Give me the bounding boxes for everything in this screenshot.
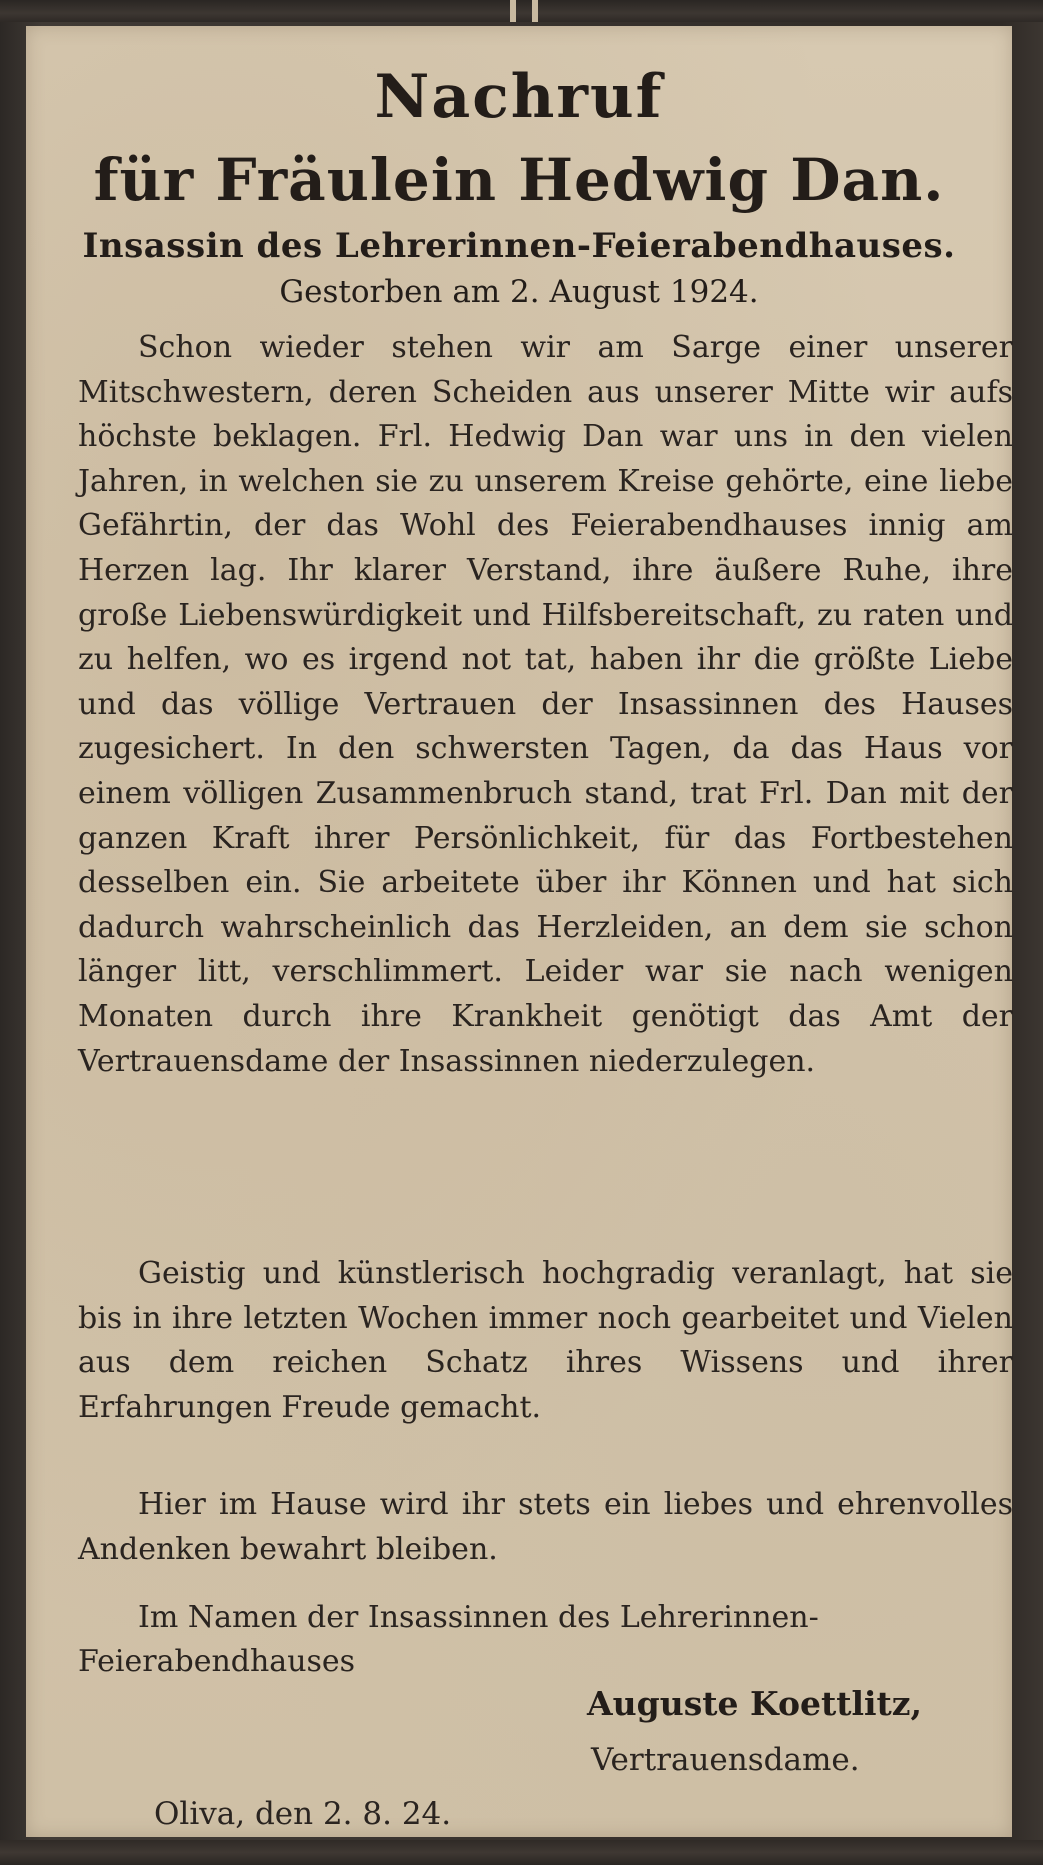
border-gap [510, 0, 516, 22]
obituary-paragraph: Hier im Hause wird ihr stets ein liebes und ehrenvolles Andenken bewahrt bleiben. [78, 1487, 1013, 1567]
signer-role: Vertrauensdame. [591, 1742, 860, 1778]
border-gap [532, 0, 538, 22]
obituary-paragraph: Schon wieder stehen wir am Sarge einer unserer Mitschwestern, deren Scheiden aus unserer Mitte wir aufs höchste beklagen. Frl. Hedwig Dan war uns in den vielen Jahren, in welchen sie zu unserem Kreise gehörte, eine liebe Gefährtin, der das Wohl des Feierabendhauses innig am Herzen lag. Ihr klarer Verstand, ihre äußere Ruhe, ihre große Liebenswürdigkeit und Hilfsbereitschaft, zu raten und zu helfen, wo es irgend not tat, haben ihr die größte Liebe und das völlige Vertrauen der Insassinnen des Hauses zugesichert. In den schwersten Tagen, da das Haus vor einem völligen Zusammenbruch stand, trat Frl. Dan mit der ganzen Kraft ihrer Persönlichkeit, für das Fortbestehen desselben ein. Sie arbeitete über ihr Können und hat sich dadurch wahrscheinlich das Herzleiden, an dem sie schon länger litt, verschlimmert. Leider war sie nach wenigen Monaten durch ihre Krankheit genötigt das Amt der Vertrauensdame der Insassinnen niederzulegen. [78, 330, 1013, 1079]
notice-subject: für Fräulein Hedwig Dan. [93, 146, 945, 214]
notice-affiliation: Insassin des Lehrerinnen-Feierabendhauses. [82, 226, 956, 266]
notice-heading: Nachruf [374, 62, 664, 132]
top-border-rule [0, 0, 1043, 22]
obituary-notice [26, 26, 1012, 1837]
signoff-line: Im Namen der Insassinnen des Lehrerinnen-Feierabendhauses [78, 1600, 819, 1679]
signer-name: Auguste Koettlitz, [587, 1684, 922, 1723]
notice-death-line: Gestorben am 2. August 1924. [279, 274, 759, 310]
place-date: Oliva, den 2. 8. 24. [154, 1796, 452, 1832]
bottom-border-rule [0, 1840, 1043, 1865]
obituary-paragraph: Geistig und künstlerisch hochgradig veranlagt, hat sie bis in ihre letzten Wochen immer noch gearbeitet und Vielen aus dem reichen Schatz ihres Wissens und ihrer Erfahrungen Freude gemacht. [78, 1256, 1013, 1425]
